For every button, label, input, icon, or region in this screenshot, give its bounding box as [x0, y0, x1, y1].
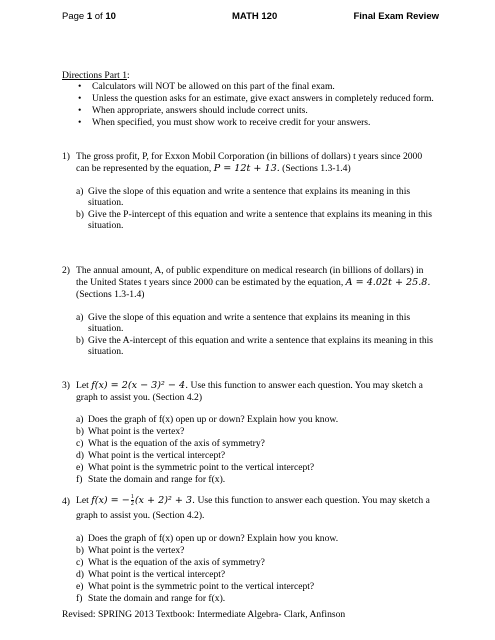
question-number: 4) — [62, 496, 70, 507]
question-number: 1) — [62, 151, 70, 162]
part-label: d) — [76, 569, 84, 580]
part-text: What point is the symmetric point to the vertical intercept? — [88, 581, 315, 592]
directions-bullet: When specified, you must show work to receive credit for your answers. — [92, 117, 371, 128]
directions-bullet: Calculators will NOT be allowed on this part of the final exam. — [92, 81, 335, 92]
question-number: 3) — [62, 380, 70, 391]
part-text: Give the slope of this equation and write a sentence that explains its meaning in this — [88, 186, 411, 197]
fraction: $\frac{1}{2}$ — [130, 494, 134, 508]
question-text: The annual amount, A, of public expenditure on medical research (in billions of dollars) in — [76, 265, 424, 276]
question-text: Let f(x) = 2(x − 3)² − 4. Use this function to answer each question. You may sketch a — [76, 380, 423, 391]
part-text: situation. — [88, 346, 124, 357]
part-label: a) — [76, 414, 84, 425]
part-label: f) — [76, 474, 83, 485]
part-label: b) — [76, 209, 84, 220]
part-text: What point is the vertical intercept? — [88, 450, 226, 461]
question-text: graph to assist you. (Section 4.2). — [76, 510, 205, 521]
question-text: The gross profit, P, for Exxon Mobil Corporation (in billions of dollars) t years since 2000 — [76, 151, 423, 162]
part-text: What point is the symmetric point to the vertical intercept? — [88, 462, 315, 473]
question-text: can be represented by the equation, P = 12t + 13. (Sections 1.3-1.4) — [76, 163, 351, 174]
question-text: the United States t years since 2000 can be estimated by the equation, A = 4.02t + 25.8. — [76, 277, 431, 288]
directions-heading: Directions Part 1: — [62, 70, 130, 81]
part-label: a) — [76, 186, 84, 197]
question-text: (Sections 1.3-1.4) — [76, 289, 145, 300]
part-text: Give the slope of this equation and write a sentence that explains its meaning in this — [88, 312, 411, 323]
part-label: a) — [76, 312, 84, 323]
bullet-icon: • — [78, 81, 82, 92]
bullet-icon: • — [78, 93, 82, 104]
part-label: b) — [76, 426, 84, 437]
part-text: What is the equation of the axis of symmetry? — [88, 438, 265, 449]
question-text: Let f(x) = − $\frac{1}{2}$ (x + 2)² + 3. Use this function to answer each question. You may sketch a — [76, 494, 430, 508]
part-text: Give the A-intercept of this equation and write a sentence that explains its meaning in this — [88, 335, 434, 346]
part-label: e) — [76, 462, 84, 473]
question-number: 2) — [62, 265, 70, 276]
part-text: Give the P-intercept of this equation and write a sentence that explains its meaning in this — [88, 209, 432, 220]
part-text: situation. — [88, 197, 124, 208]
part-text: Does the graph of f(x) open up or down? Explain how you know. — [88, 414, 339, 425]
part-label: b) — [76, 335, 84, 346]
part-text: State the domain and range for f(x). — [88, 474, 226, 485]
course-name: MATH 120 — [232, 11, 278, 22]
part-label: a) — [76, 533, 84, 544]
part-text: What is the equation of the axis of symmetry? — [88, 557, 265, 568]
directions-bullet: Unless the question asks for an estimate, give exact answers in completely reduced form. — [92, 93, 434, 104]
bullet-icon: • — [78, 117, 82, 128]
part-label: e) — [76, 581, 84, 592]
part-label: c) — [76, 438, 84, 449]
part-text: What point is the vertical intercept? — [88, 569, 226, 580]
document-title: Final Exam Review — [353, 11, 439, 22]
question-text: graph to assist you. (Section 4.2) — [76, 392, 203, 403]
part-text: situation. — [88, 323, 124, 334]
part-text: What point is the vertex? — [88, 426, 185, 437]
part-text: State the domain and range for f(x). — [88, 593, 226, 604]
part-label: d) — [76, 450, 84, 461]
part-label: c) — [76, 557, 84, 568]
directions-bullet: When appropriate, answers should include correct units. — [92, 105, 308, 116]
page-footer: Revised: SPRING 2013 Textbook: Intermediate Algebra- Clark, Anfinson — [62, 609, 346, 620]
part-label: b) — [76, 545, 84, 556]
part-label: f) — [76, 593, 83, 604]
part-text: situation. — [88, 220, 124, 231]
page-header — [62, 11, 439, 25]
page-number: Page 1 of 10 — [62, 11, 116, 22]
part-text: What point is the vertex? — [88, 545, 185, 556]
part-text: Does the graph of f(x) open up or down? Explain how you know. — [88, 533, 339, 544]
bullet-icon: • — [78, 105, 82, 116]
